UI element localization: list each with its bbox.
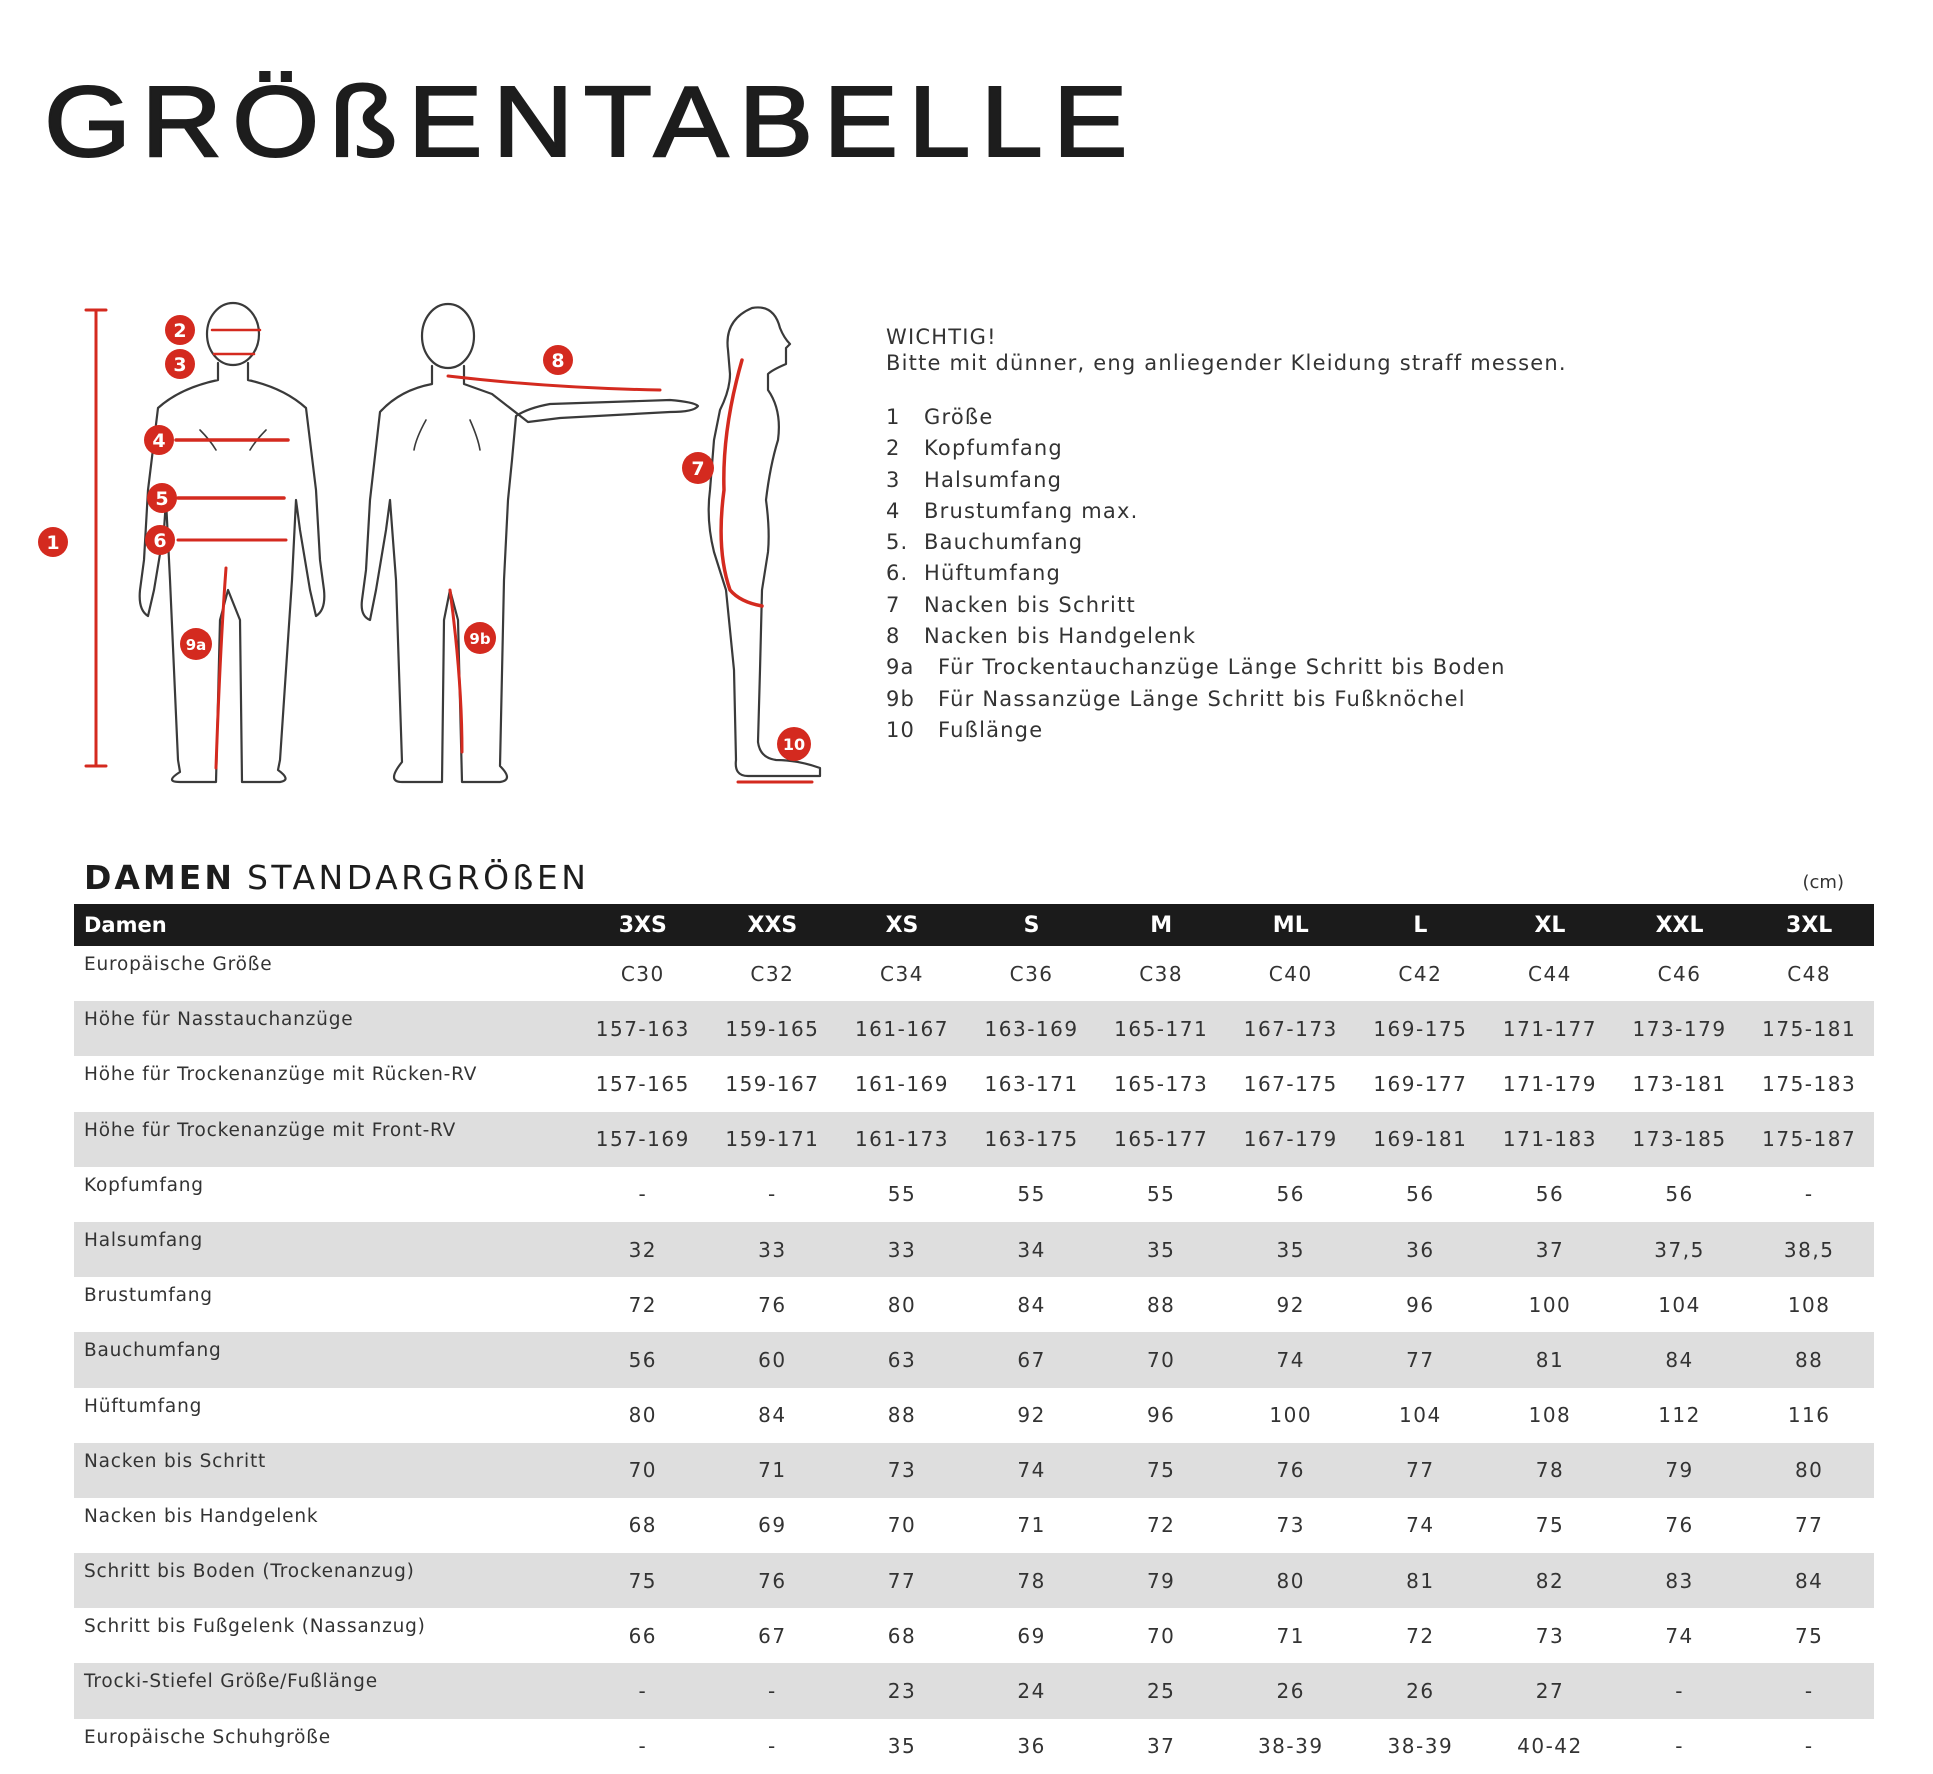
table-cell: 80 [1744,1443,1874,1498]
table-cell: 70 [1096,1608,1226,1663]
table-cell: 70 [578,1443,708,1498]
table-cell: 81 [1356,1553,1486,1608]
table-cell: 84 [967,1277,1097,1332]
table-cell: 67 [708,1608,838,1663]
table-cell: 159-167 [708,1056,838,1111]
table-cell: 71 [708,1443,838,1498]
section-title-light: STANDARGRÖßEN [246,858,590,897]
table-cell: 169-175 [1356,1001,1486,1056]
table-cell: 78 [1485,1443,1615,1498]
column-header: Damen [74,904,578,946]
table-cell: C32 [708,946,838,1001]
table-row [74,1443,1874,1498]
row-label: Europäische Größe [74,946,578,1001]
table-cell: 161-169 [837,1056,967,1111]
table-cell: 82 [1485,1553,1615,1608]
marker-5: 5 [155,488,169,510]
important-heading: WICHTIG! [886,325,997,349]
table-cell: 163-175 [967,1112,1097,1167]
table-cell: - [578,1663,708,1718]
table-cell: C46 [1615,946,1745,1001]
table-cell: 171-179 [1485,1056,1615,1111]
table-cell: - [1744,1167,1874,1222]
table-cell: 70 [1096,1332,1226,1387]
table-cell: 165-171 [1096,1001,1226,1056]
measurement-lines [86,310,812,782]
row-label: Höhe für Trockenanzüge mit Rücken-RV [74,1056,578,1111]
table-cell: 169-177 [1356,1056,1486,1111]
table-cell: - [1744,1663,1874,1718]
table-cell: 73 [1485,1608,1615,1663]
row-label: Nacken bis Handgelenk [74,1498,578,1553]
table-cell: 75 [578,1553,708,1608]
table-cell: 74 [1226,1332,1356,1387]
table-row [74,1112,1874,1167]
table-cell: 74 [967,1443,1097,1498]
table-cell: 84 [1744,1553,1874,1608]
table-cell: 175-187 [1744,1112,1874,1167]
table-cell: 32 [578,1222,708,1277]
body-figure-side [709,307,820,776]
table-cell: 175-183 [1744,1056,1874,1111]
marker-9a: 9a [185,636,207,654]
column-header: XXL [1615,904,1745,946]
marker-7: 7 [691,458,705,480]
measurement-illustration [30,290,840,785]
table-cell: 161-173 [837,1112,967,1167]
table-row [74,1663,1874,1718]
table-cell: 163-171 [967,1056,1097,1111]
legend-item: 2 Kopfumfang [886,436,1063,461]
table-cell: 68 [578,1498,708,1553]
table-cell: 80 [578,1388,708,1443]
table-body [74,946,1874,1774]
table-cell: 38,5 [1744,1222,1874,1277]
column-header: 3XS [578,904,708,946]
table-cell: 92 [967,1388,1097,1443]
table-cell: 76 [708,1553,838,1608]
unit-label: (cm) [1802,872,1844,893]
marker-6: 6 [153,530,167,552]
table-row [74,1167,1874,1222]
table-cell: 96 [1096,1388,1226,1443]
table-cell: 80 [837,1277,967,1332]
table-cell: 100 [1485,1277,1615,1332]
legend-item: 1 Größe [886,405,994,429]
table-cell: 37 [1096,1719,1226,1774]
table-cell: 163-169 [967,1001,1097,1056]
measurement-legend [886,402,1567,746]
table-cell: 37,5 [1615,1222,1745,1277]
marker-1: 1 [46,532,60,554]
table-cell: 56 [1356,1167,1486,1222]
table-cell: 33 [837,1222,967,1277]
row-label: Schritt bis Fußgelenk (Nassanzug) [74,1608,578,1663]
table-cell: 26 [1226,1663,1356,1718]
table-cell: 96 [1356,1277,1486,1332]
table-cell: 73 [1226,1498,1356,1553]
table-cell: 24 [967,1663,1097,1718]
table-row [74,1553,1874,1608]
table-cell: 84 [1615,1332,1745,1387]
table-cell: - [1615,1719,1745,1774]
row-label: Bauchumfang [74,1332,578,1387]
table-cell: 66 [578,1608,708,1663]
table-cell: 71 [967,1498,1097,1553]
table-cell: 88 [837,1388,967,1443]
measuring-instructions [886,324,1567,746]
table-cell: 159-165 [708,1001,838,1056]
table-cell: 159-171 [708,1112,838,1167]
table-cell: 56 [1485,1167,1615,1222]
table-cell: 77 [837,1553,967,1608]
legend-item: 9a Für Trockentauchanzüge Länge Schritt bis Boden [886,655,1506,680]
table-row [74,1608,1874,1663]
table-cell: 173-179 [1615,1001,1745,1056]
table-cell: 37 [1485,1222,1615,1277]
table-cell: 23 [837,1663,967,1718]
table-cell: 55 [967,1167,1097,1222]
legend-item: 4 Brustumfang max. [886,498,1139,523]
column-header: ML [1226,904,1356,946]
table-row [74,1332,1874,1387]
table-cell: 68 [837,1608,967,1663]
column-header: XS [837,904,967,946]
table-row [74,946,1874,1001]
table-cell: - [708,1663,838,1718]
table-row [74,1056,1874,1111]
table-cell: C34 [837,946,967,1001]
table-cell: 77 [1744,1498,1874,1553]
size-table [74,904,1874,1774]
legend-item: 3 Halsumfang [886,467,1063,492]
table-cell: 34 [967,1222,1097,1277]
table-cell: 161-167 [837,1001,967,1056]
table-cell: 116 [1744,1388,1874,1443]
table-header-row [74,904,1874,946]
table-cell: - [708,1167,838,1222]
table-cell: 38-39 [1356,1719,1486,1774]
row-label: Brustumfang [74,1277,578,1332]
marker-10: 10 [782,735,806,754]
table-row [74,1719,1874,1774]
table-cell: 56 [1615,1167,1745,1222]
table-cell: 88 [1744,1332,1874,1387]
table-cell: 74 [1356,1498,1486,1553]
table-cell: 79 [1615,1443,1745,1498]
table-cell: 77 [1356,1443,1486,1498]
table-cell: 27 [1485,1663,1615,1718]
table-cell: - [578,1719,708,1774]
instruction-text: Bitte mit dünner, eng anliegender Kleidung straff messen. [886,351,1567,375]
table-cell: 76 [1226,1443,1356,1498]
table-cell: 69 [967,1608,1097,1663]
table-cell: 108 [1744,1277,1874,1332]
table-cell: C42 [1356,946,1486,1001]
table-cell: 112 [1615,1388,1745,1443]
row-label: Schritt bis Boden (Trockenanzug) [74,1553,578,1608]
table-cell: 76 [708,1277,838,1332]
marker-2: 2 [173,320,187,342]
table-cell: 165-177 [1096,1112,1226,1167]
section-title-bold: DAMEN [84,858,235,897]
table-cell: 167-173 [1226,1001,1356,1056]
page-title: GRÖßENTABELLE [44,66,1138,178]
row-label: Trocki-Stiefel Größe/Fußlänge [74,1663,578,1718]
table-cell: 78 [967,1553,1097,1608]
table-cell: 38-39 [1226,1719,1356,1774]
table-cell: 72 [1096,1498,1226,1553]
table-cell: 25 [1096,1663,1226,1718]
table-cell: 56 [1226,1167,1356,1222]
marker-8: 8 [551,350,565,372]
table-cell: 167-175 [1226,1056,1356,1111]
table-cell: 75 [1485,1498,1615,1553]
table-cell: 60 [708,1332,838,1387]
table-cell: 26 [1356,1663,1486,1718]
table-row [74,1001,1874,1056]
table-cell: 55 [837,1167,967,1222]
table-cell: 81 [1485,1332,1615,1387]
row-label: Höhe für Trockenanzüge mit Front-RV [74,1112,578,1167]
table-cell: C36 [967,946,1097,1001]
row-label: Halsumfang [74,1222,578,1277]
table-cell: 63 [837,1332,967,1387]
table-cell: 171-183 [1485,1112,1615,1167]
table-cell: 165-173 [1096,1056,1226,1111]
table-cell: 79 [1096,1553,1226,1608]
table-cell: 75 [1744,1608,1874,1663]
marker-3: 3 [173,354,187,376]
row-label: Hüftumfang [74,1388,578,1443]
table-cell: 73 [837,1443,967,1498]
table-cell: 35 [1096,1222,1226,1277]
marker-9b: 9b [469,630,491,648]
table-cell: 40-42 [1485,1719,1615,1774]
body-figure-back [362,304,698,782]
column-header: XL [1485,904,1615,946]
table-cell: - [1744,1719,1874,1774]
marker-4: 4 [152,430,166,452]
table-cell: 80 [1226,1553,1356,1608]
column-header: L [1356,904,1486,946]
column-header: S [967,904,1097,946]
table-cell: 157-163 [578,1001,708,1056]
table-cell: 76 [1615,1498,1745,1553]
table-cell: C38 [1096,946,1226,1001]
measurement-markers [38,315,811,761]
table-cell: C30 [578,946,708,1001]
table-cell: 36 [1356,1222,1486,1277]
legend-item: 8 Nacken bis Handgelenk [886,624,1197,649]
table-cell: 173-181 [1615,1056,1745,1111]
legend-item: 5. Bauchumfang [886,530,1084,555]
table-cell: 72 [1356,1608,1486,1663]
table-cell: 157-169 [578,1112,708,1167]
table-row [74,1498,1874,1553]
table-cell: 70 [837,1498,967,1553]
row-label: Nacken bis Schritt [74,1443,578,1498]
table-cell: - [708,1719,838,1774]
table-cell: C40 [1226,946,1356,1001]
table-cell: 104 [1615,1277,1745,1332]
table-cell: - [578,1167,708,1222]
table-cell: 171-177 [1485,1001,1615,1056]
table-row [74,1388,1874,1443]
table-cell: 35 [837,1719,967,1774]
table-cell: 100 [1226,1388,1356,1443]
table-cell: 83 [1615,1553,1745,1608]
legend-item: 9b Für Nassanzüge Länge Schritt bis Fußknöchel [886,686,1466,711]
table-cell: 88 [1096,1277,1226,1332]
column-header: M [1096,904,1226,946]
table-cell: 92 [1226,1277,1356,1332]
table-cell: 36 [967,1719,1097,1774]
row-label: Europäische Schuhgröße [74,1719,578,1774]
table-cell: 75 [1096,1443,1226,1498]
row-label: Höhe für Nasstauchanzüge [74,1001,578,1056]
legend-item: 7 Nacken bis Schritt [886,592,1136,617]
table-cell: 104 [1356,1388,1486,1443]
table-cell: 167-179 [1226,1112,1356,1167]
table-cell: 55 [1096,1167,1226,1222]
table-cell: 69 [708,1498,838,1553]
section-heading [84,858,1844,898]
table-cell: C48 [1744,946,1874,1001]
table-cell: 84 [708,1388,838,1443]
column-header: XXS [708,904,838,946]
row-label: Kopfumfang [74,1167,578,1222]
table-cell: 77 [1356,1332,1486,1387]
table-cell: 33 [708,1222,838,1277]
legend-item: 10 Fußlänge [886,717,1044,742]
table-cell: 175-181 [1744,1001,1874,1056]
table-cell: 56 [578,1332,708,1387]
table-cell: C44 [1485,946,1615,1001]
column-header: 3XL [1744,904,1874,946]
table-cell: 173-185 [1615,1112,1745,1167]
table-cell: - [1615,1663,1745,1718]
table-cell: 71 [1226,1608,1356,1663]
table-row [74,1277,1874,1332]
legend-item: 6. Hüftumfang [886,561,1062,586]
table-cell: 74 [1615,1608,1745,1663]
table-cell: 72 [578,1277,708,1332]
table-cell: 169-181 [1356,1112,1486,1167]
table-row [74,1222,1874,1277]
table-cell: 67 [967,1332,1097,1387]
table-cell: 108 [1485,1388,1615,1443]
table-cell: 35 [1226,1222,1356,1277]
table-cell: 157-165 [578,1056,708,1111]
